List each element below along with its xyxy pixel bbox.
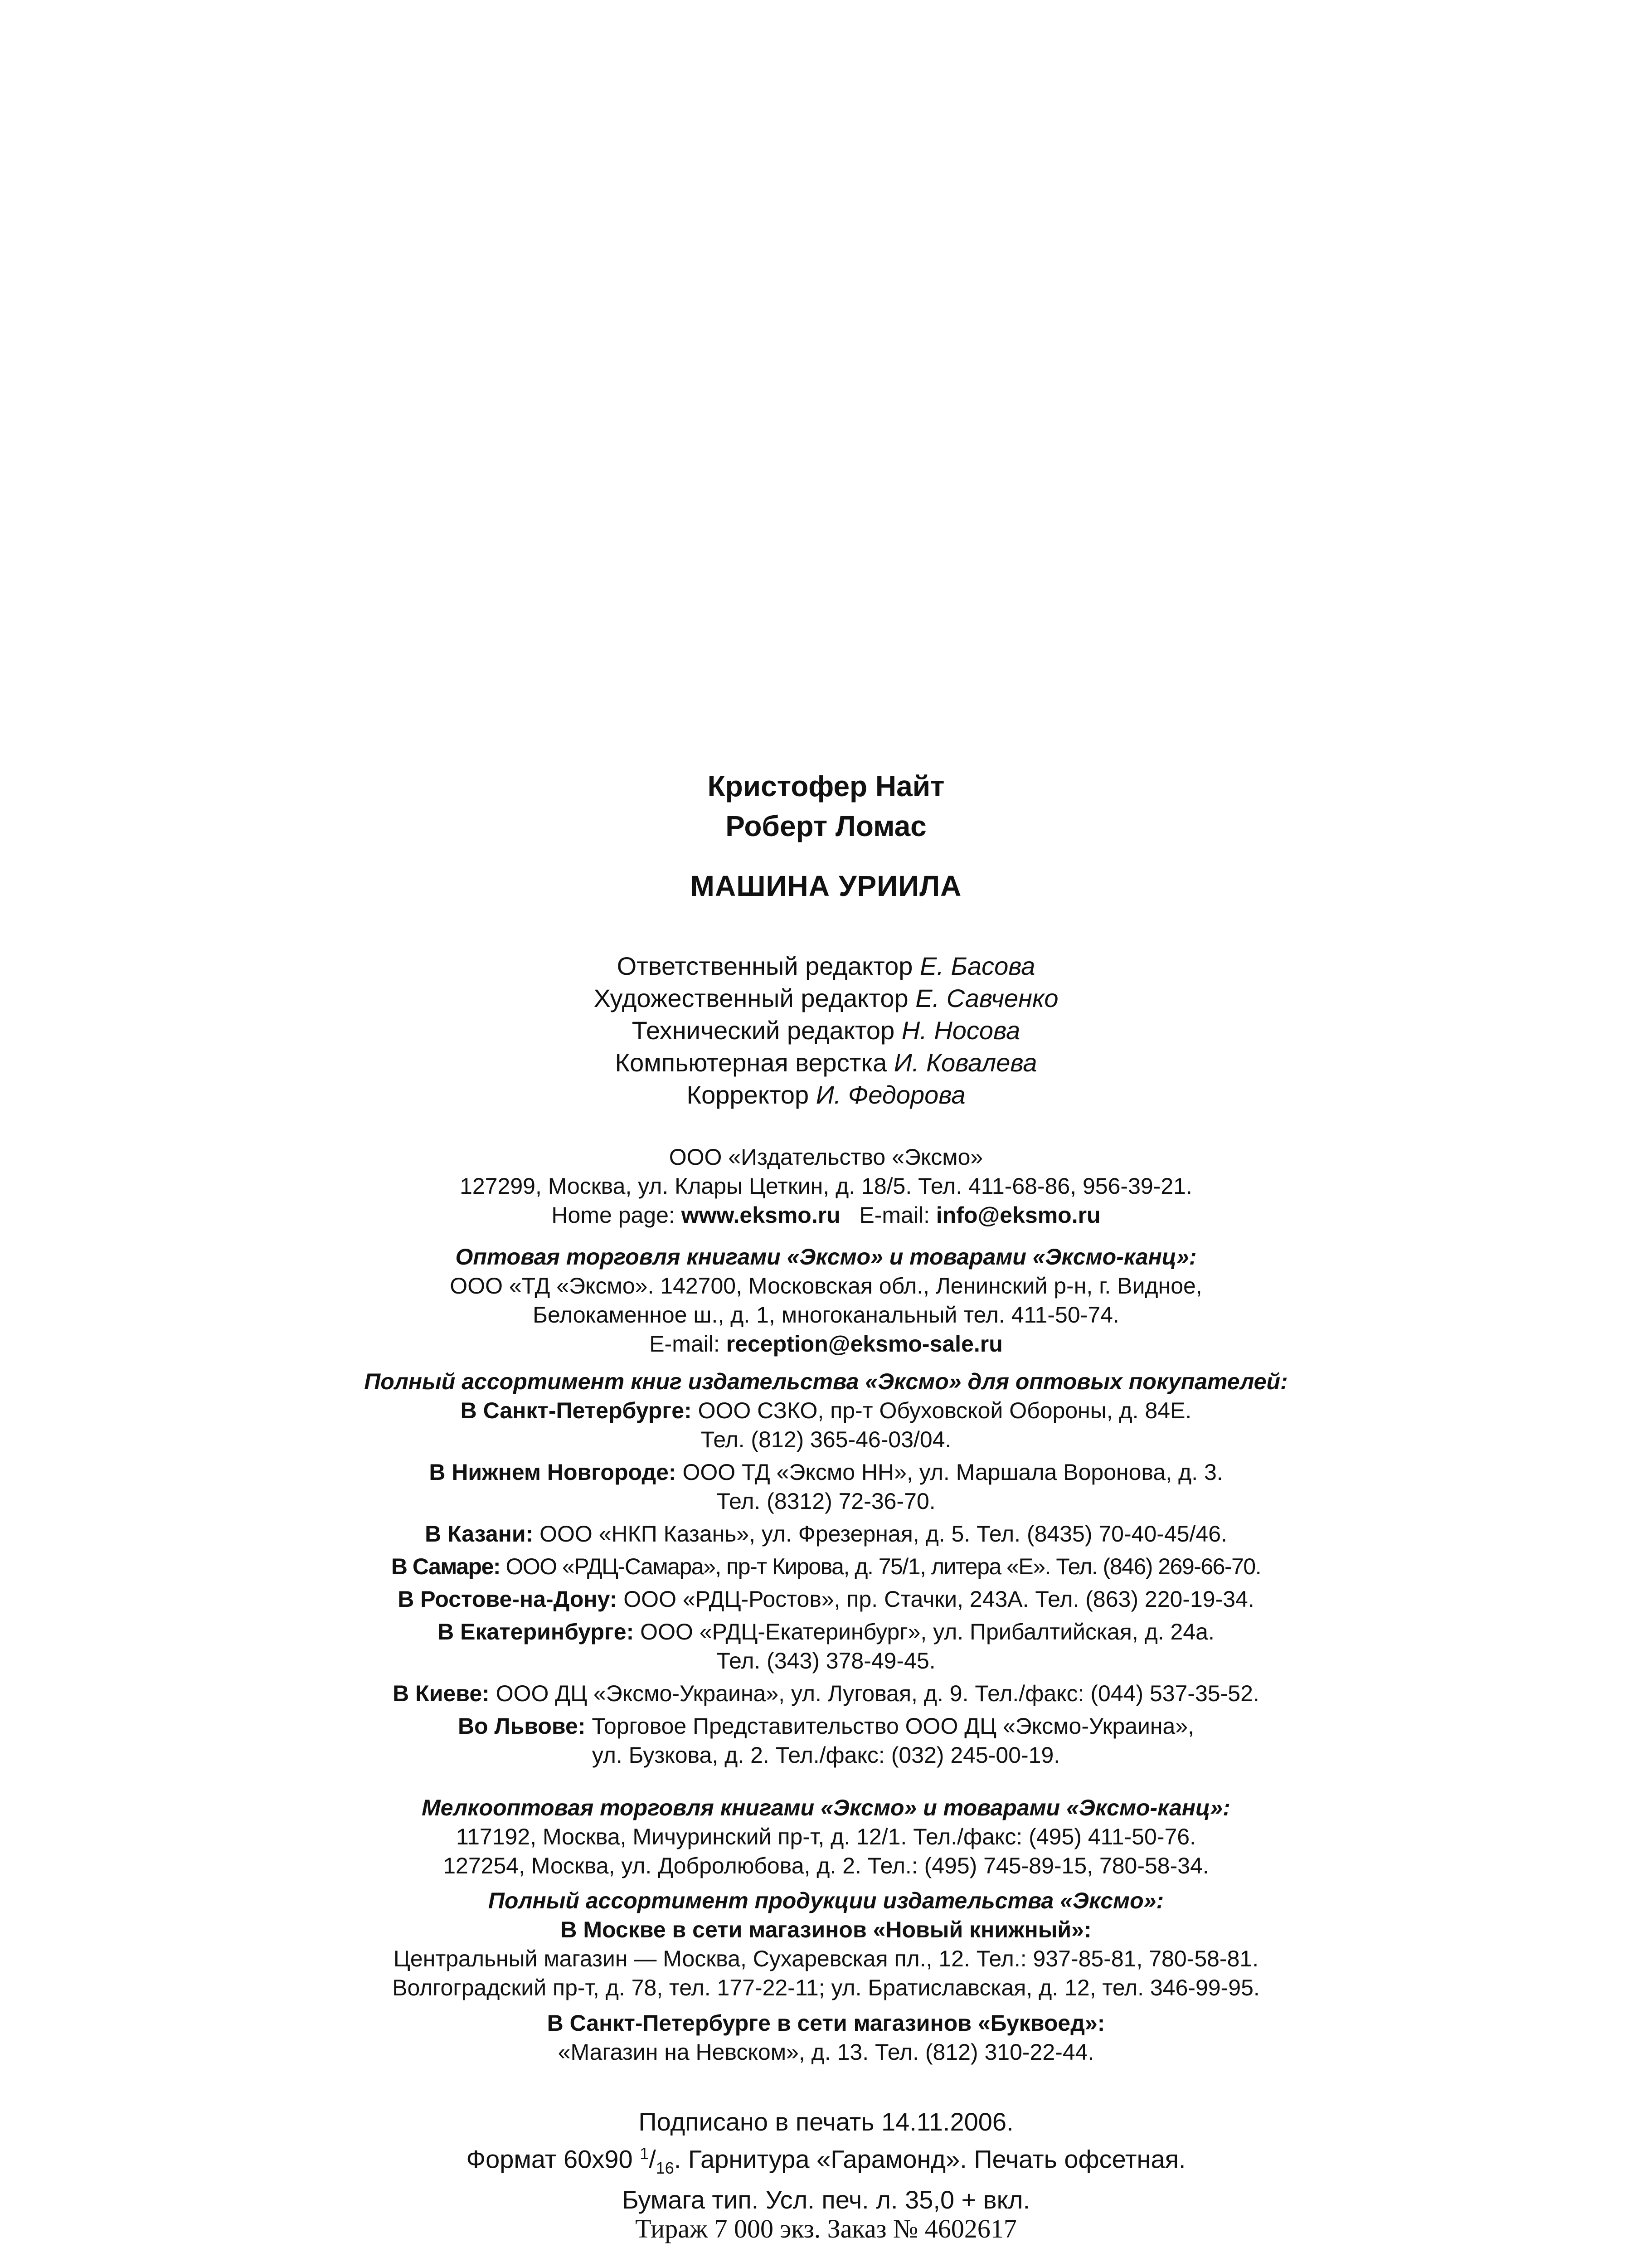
section-heading: Мелкооптовая торговля книгами «Эксмо» и товарами «Эксмо-канц»:: [422, 1795, 1230, 1820]
full-products-block: [0, 1886, 1652, 2067]
credit-line: [0, 1014, 1652, 1046]
wholesale-email: E-mail: reception@eksmo-sale.ru: [649, 1331, 1003, 1357]
email-link[interactable]: reception@eksmo-sale.ru: [726, 1331, 1003, 1357]
publisher-address: 127299, Москва, ул. Клары Цеткин, д. 18/5. Тел. 411-68-86, 956-39-21.: [460, 1173, 1192, 1199]
author-name: Кристофер Найт: [707, 770, 945, 803]
city-name: В Киеве:: [393, 1681, 490, 1706]
address-line: Центральный магазин — Москва, Сухаревская пл., 12. Тел.: 937-85-81, 780-58-81.: [393, 1946, 1259, 1971]
city-entry-cont: Тел. (343) 378-49-45.: [716, 1648, 936, 1673]
small-wholesale-block: [0, 1793, 1652, 1880]
assortment-block: [0, 1367, 1652, 1770]
credit-role: Корректор: [686, 1080, 809, 1109]
city-entry: В Санкт-Петербурге: ООО СЗКО, пр-т Обуховской Обороны, д. 84Е.: [460, 1398, 1192, 1423]
print-info: [0, 2106, 1652, 2216]
email-link[interactable]: info@eksmo.ru: [936, 1202, 1101, 1228]
city-name: В Казани:: [425, 1521, 534, 1547]
city-entry: В Киеве: ООО ДЦ «Эксмо-Украина», ул. Луговая, д. 9. Тел./факс: (044) 537-35-52.: [393, 1681, 1259, 1706]
credit-name: Е. Савченко: [915, 984, 1059, 1012]
city-name: В Самаре:: [391, 1554, 500, 1579]
city-entry-cont: Тел. (8312) 72-36-70.: [716, 1489, 936, 1514]
address-line: Волгоградский пр-т, д. 78, тел. 177-22-11; ул. Братиславская, д. 12, тел. 346-99-95.: [392, 1975, 1260, 2000]
credit-name: И. Ковалева: [894, 1048, 1037, 1077]
credit-line: [0, 982, 1652, 1014]
city-name: В Нижнем Новгороде:: [429, 1459, 676, 1485]
credit-role: Компьютерная верстка: [615, 1048, 887, 1077]
address-line: 127254, Москва, ул. Добролюбова, д. 2. Тел.: (495) 745-89-15, 780-58-34.: [443, 1853, 1209, 1878]
city-name: В Екатеринбурге:: [437, 1619, 634, 1644]
book-title: МАШИНА УРИИЛА: [690, 870, 962, 902]
credit-name: И. Федорова: [816, 1080, 966, 1109]
city-entry-cont: ул. Бузкова, д. 2. Тел./факс: (032) 245-00-19.: [592, 1742, 1060, 1768]
address-line: Белокаменное ш., д. 1, многоканальный тел. 411-50-74.: [533, 1302, 1119, 1328]
city-entry: В Самаре: ООО «РДЦ-Самара», пр-т Кирова, д. 75/1, литера «Е». Тел. (846) 269-66-70.: [391, 1554, 1261, 1579]
city-entry: В Екатеринбурге: ООО «РДЦ-Екатеринбург», ул. Прибалтийская, д. 24а.: [437, 1619, 1215, 1644]
credit-role: Технический редактор: [632, 1016, 895, 1045]
circulation: Тираж 7 000 экз. Заказ № 4602617: [635, 2214, 1017, 2243]
signed-date: Подписано в печать 14.11.2006.: [638, 2107, 1014, 2136]
publisher-name: ООО «Издательство «Эксмо»: [669, 1144, 983, 1170]
section-heading: Полный ассортимент книг издательства «Эксмо» для оптовых покупателей:: [364, 1369, 1288, 1394]
credit-name: Н. Носова: [901, 1016, 1020, 1045]
subsection-heading: В Москве в сети магазинов «Новый книжный»:: [560, 1917, 1092, 1942]
paper-line: Бумага тип. Усл. печ. л. 35,0 + вкл.: [622, 2185, 1030, 2214]
publisher-block: [0, 1143, 1652, 1230]
publisher-contacts: Home page: www.eksmo.ru E-mail: info@eksmo.ru: [551, 1202, 1101, 1228]
section-heading: Полный ассортимент продукции издательства «Эксмо»:: [488, 1888, 1164, 1913]
author-name: Роберт Ломас: [725, 810, 927, 842]
city-entry: В Ростове-на-Дону: ООО «РДЦ-Ростов», пр. Стачки, 243А. Тел. (863) 220-19-34.: [398, 1586, 1254, 1612]
city-name: В Санкт-Петербурге:: [460, 1398, 692, 1423]
city-entry: Во Львове: Торговое Представительство ООО ДЦ «Эксмо-Украина»,: [457, 1713, 1195, 1739]
credit-line: [0, 950, 1652, 982]
section-heading: Оптовая торговля книгами «Эксмо» и товарами «Эксмо-канц»:: [455, 1244, 1197, 1270]
address-line: ООО «ТД «Эксмо». 142700, Московская обл., Ленинский р-н, г. Видное,: [450, 1273, 1202, 1299]
credit-role: Художественный редактор: [593, 984, 909, 1012]
address-line: 117192, Москва, Мичуринский пр-т, д. 12/1. Тел./факс: (495) 411-50-76.: [456, 1824, 1196, 1849]
address-line: «Магазин на Невском», д. 13. Тел. (812) 310-22-44.: [558, 2039, 1094, 2065]
credit-line: [0, 1079, 1652, 1111]
city-entry: В Казани: ООО «НКП Казань», ул. Фрезерная, д. 5. Тел. (8435) 70-40-45/46.: [425, 1521, 1227, 1547]
format-line: Формат 60х90 $^1/_{16}$. Гарнитура «Гарамонд». Печать офсетная.: [466, 2144, 1186, 2177]
credit-line: [0, 1046, 1652, 1079]
city-name: В Ростове-на-Дону:: [398, 1586, 617, 1612]
authors: [0, 766, 1652, 846]
city-name: Во Львове:: [457, 1713, 586, 1739]
city-entry: В Нижнем Новгороде: ООО ТД «Эксмо НН», ул. Маршала Воронова, д. 3.: [429, 1459, 1223, 1485]
city-entry-cont: Тел. (812) 365-46-03/04.: [700, 1427, 952, 1452]
homepage-link[interactable]: www.eksmo.ru: [681, 1202, 841, 1228]
subsection-heading: В Санкт-Петербурге в сети магазинов «Буквоед»:: [547, 2010, 1105, 2036]
credit-role: Ответственный редактор: [617, 952, 913, 980]
wholesale-block: [0, 1242, 1652, 1358]
credits-list: [0, 950, 1652, 1111]
credit-name: Е. Басова: [920, 952, 1035, 980]
